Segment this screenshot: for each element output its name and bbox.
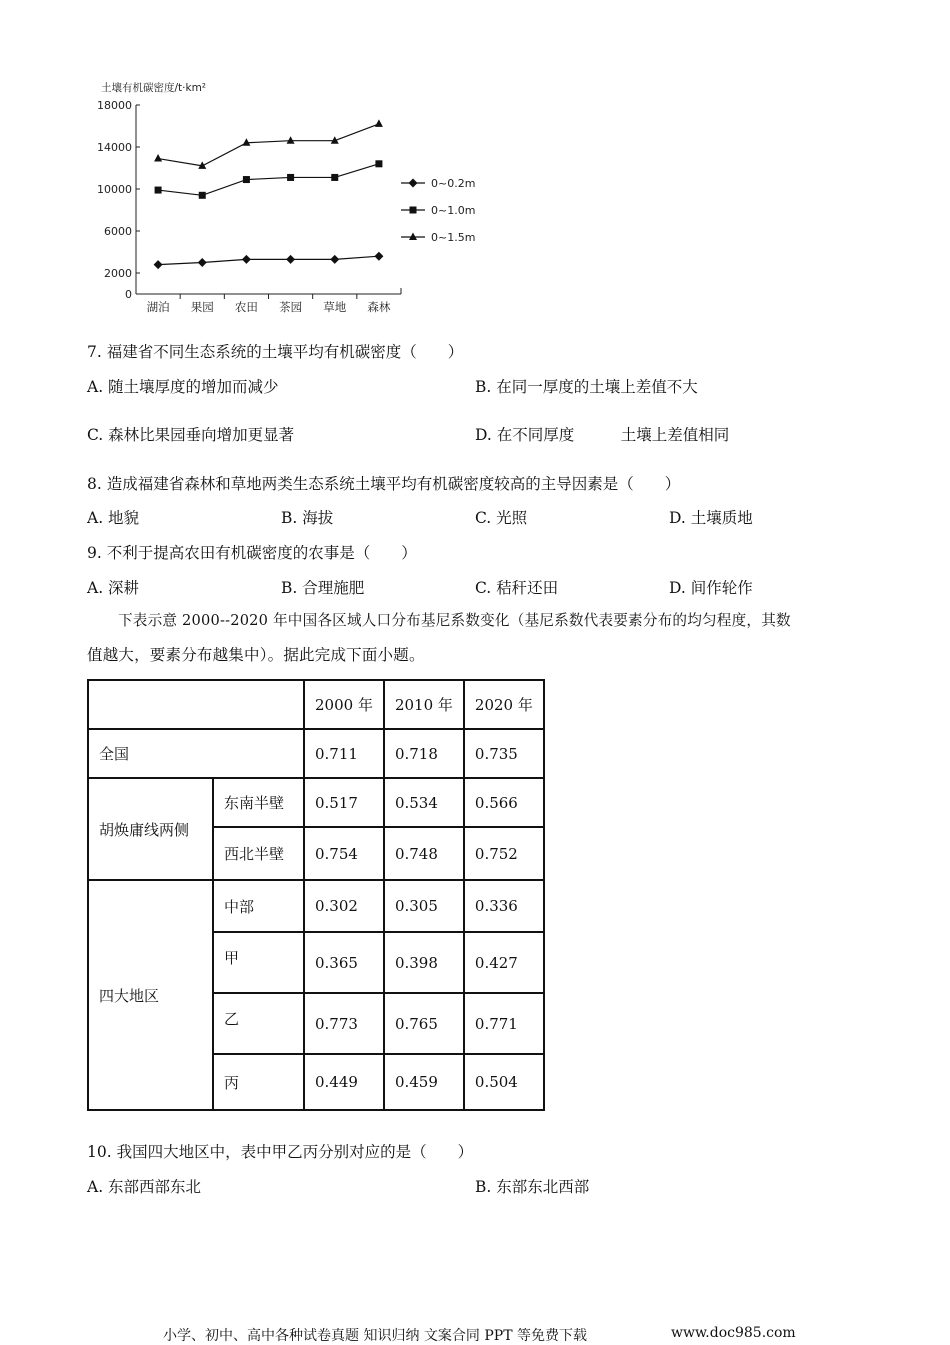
- row-label: 东南半壁: [213, 778, 304, 827]
- table-cell: 0.449: [304, 1054, 384, 1110]
- table-cell: 0.773: [304, 993, 384, 1054]
- y-axis-label: 土壤有机碳密度/t·km²: [101, 82, 207, 94]
- legend-marker: [410, 207, 417, 214]
- table-cell: 0.459: [384, 1054, 464, 1110]
- group-label-four-regions: 四大地区: [88, 880, 213, 1110]
- table-row-national: [88, 729, 544, 778]
- y-tick-label: 10000: [97, 183, 132, 196]
- question-10-stem: 10. 我国四大地区中，表中甲乙丙分别对应的是（ ）: [87, 1143, 474, 1161]
- x-tick-label: 果园: [190, 300, 214, 314]
- table-cell: 0.336: [464, 880, 544, 932]
- table-cell: 0.735: [464, 729, 544, 778]
- header-2000: 2000 年: [304, 680, 384, 729]
- table-cell: 0.566: [464, 778, 544, 827]
- intro-line-2: 值越大，要素分布越集中）。据此完成下面小题。: [87, 646, 425, 664]
- question-7-option-b[interactable]: B. 在同一厚度的土壤上差值不大: [475, 378, 698, 396]
- legend-label: 0~1.0m: [431, 204, 476, 217]
- table-cell: 0.754: [304, 827, 384, 880]
- header-2020: 2020 年: [464, 680, 544, 729]
- y-tick-label: 0: [125, 288, 132, 301]
- legend-label: 0~1.5m: [431, 231, 476, 244]
- table-cell: 0.748: [384, 827, 464, 880]
- data-point: [198, 258, 207, 267]
- y-tick-label: 2000: [104, 267, 132, 280]
- row-label-national: 全国: [88, 729, 304, 778]
- table-cell: 0.365: [304, 932, 384, 993]
- y-tick-label: 6000: [104, 225, 132, 238]
- data-point: [375, 119, 383, 127]
- table-corner-cell: [88, 680, 304, 729]
- x-tick-label: 森林: [367, 300, 391, 314]
- data-point: [331, 174, 338, 181]
- table-cell: 0.302: [304, 880, 384, 932]
- question-8-option-d[interactable]: D. 土壤质地: [669, 509, 753, 527]
- table-cell: 0.711: [304, 729, 384, 778]
- x-tick-label: 草地: [323, 300, 347, 314]
- data-point: [242, 255, 251, 264]
- question-9-stem: 9. 不利于提高农田有机碳密度的农事是（ ）: [87, 544, 417, 562]
- table-cell: 0.771: [464, 993, 544, 1054]
- question-7-option-d[interactable]: D. 在不同厚度 土壤上差值相同: [475, 426, 730, 444]
- row-label: 丙: [213, 1054, 304, 1110]
- x-tick-label: 茶园: [279, 300, 303, 314]
- question-9-option-b[interactable]: B. 合理施肥: [281, 579, 365, 597]
- legend-marker: [409, 233, 417, 241]
- x-tick-label: 农田: [234, 300, 258, 314]
- data-point: [243, 176, 250, 183]
- footer-site-link[interactable]: www.doc985.com: [671, 1325, 796, 1341]
- table-cell: 0.752: [464, 827, 544, 880]
- data-point: [242, 138, 250, 146]
- question-9-option-c[interactable]: C. 秸秆还田: [475, 579, 559, 597]
- question-10-option-a[interactable]: A. 东部西部东北: [87, 1178, 202, 1196]
- question-10-option-b[interactable]: B. 东部东北西部: [475, 1178, 590, 1196]
- table-cell: 0.398: [384, 932, 464, 993]
- y-tick-label: 18000: [97, 99, 132, 112]
- legend-marker: [409, 179, 418, 188]
- data-point: [375, 160, 382, 167]
- series-line-0: [158, 256, 379, 264]
- table-intro-paragraph: [87, 604, 867, 672]
- table-row-southeast: [88, 778, 544, 827]
- data-point: [286, 255, 295, 264]
- table-header-row: [88, 680, 544, 729]
- data-point: [287, 174, 294, 181]
- data-point: [374, 252, 383, 261]
- series-line-2: [158, 124, 379, 166]
- y-tick-label: 14000: [97, 141, 132, 154]
- data-point: [155, 187, 162, 194]
- row-label: 中部: [213, 880, 304, 932]
- question-7-option-c[interactable]: C. 森林比果园垂向增加更显著: [87, 426, 295, 444]
- series-line-1: [158, 164, 379, 196]
- footer-text: 小学、初中、高中各种试卷真题 知识归纳 文案合同 PPT 等免费下载: [163, 1328, 587, 1344]
- question-9-option-d[interactable]: D. 间作轮作: [669, 579, 753, 597]
- question-7-option-a[interactable]: A. 随土壤厚度的增加而减少: [87, 378, 279, 396]
- group-label-hu-line: 胡焕庸线两侧: [88, 778, 213, 880]
- data-point: [154, 260, 163, 269]
- table-row-central: [88, 880, 544, 932]
- question-8-option-a[interactable]: A. 地貌: [87, 509, 140, 527]
- question-7-stem: 7. 福建省不同生态系统的土壤平均有机碳密度（ ）: [87, 343, 464, 361]
- question-8-option-b[interactable]: B. 海拔: [281, 509, 334, 527]
- question-8-option-c[interactable]: C. 光照: [475, 509, 528, 527]
- question-8-stem: 8. 造成福建省森林和草地两类生态系统土壤平均有机碳密度较高的主导因素是（ ）: [87, 475, 681, 493]
- data-point: [287, 136, 295, 144]
- row-label: 西北半壁: [213, 827, 304, 880]
- soil-carbon-line-chart: [88, 75, 488, 320]
- table-cell: 0.765: [384, 993, 464, 1054]
- table-cell: 0.718: [384, 729, 464, 778]
- table-cell: 0.534: [384, 778, 464, 827]
- row-label: 甲: [213, 932, 304, 993]
- header-2010: 2010 年: [384, 680, 464, 729]
- data-point: [199, 192, 206, 199]
- data-point: [330, 255, 339, 264]
- row-label: 乙: [213, 993, 304, 1054]
- data-point: [154, 154, 162, 162]
- chart-legend: [401, 177, 475, 244]
- table-cell: 0.517: [304, 778, 384, 827]
- legend-label: 0~0.2m: [431, 177, 476, 190]
- table-cell: 0.504: [464, 1054, 544, 1110]
- x-tick-label: 湖泊: [146, 300, 170, 314]
- gini-coefficient-table: [87, 679, 545, 1111]
- table-cell: 0.305: [384, 880, 464, 932]
- question-9-option-a[interactable]: A. 深耕: [87, 579, 140, 597]
- table-cell: 0.427: [464, 932, 544, 993]
- intro-line-1: 下表示意 2000--2020 年中国各区域人口分布基尼系数变化（基尼系数代表要素分布的均匀程度，其数: [118, 612, 791, 629]
